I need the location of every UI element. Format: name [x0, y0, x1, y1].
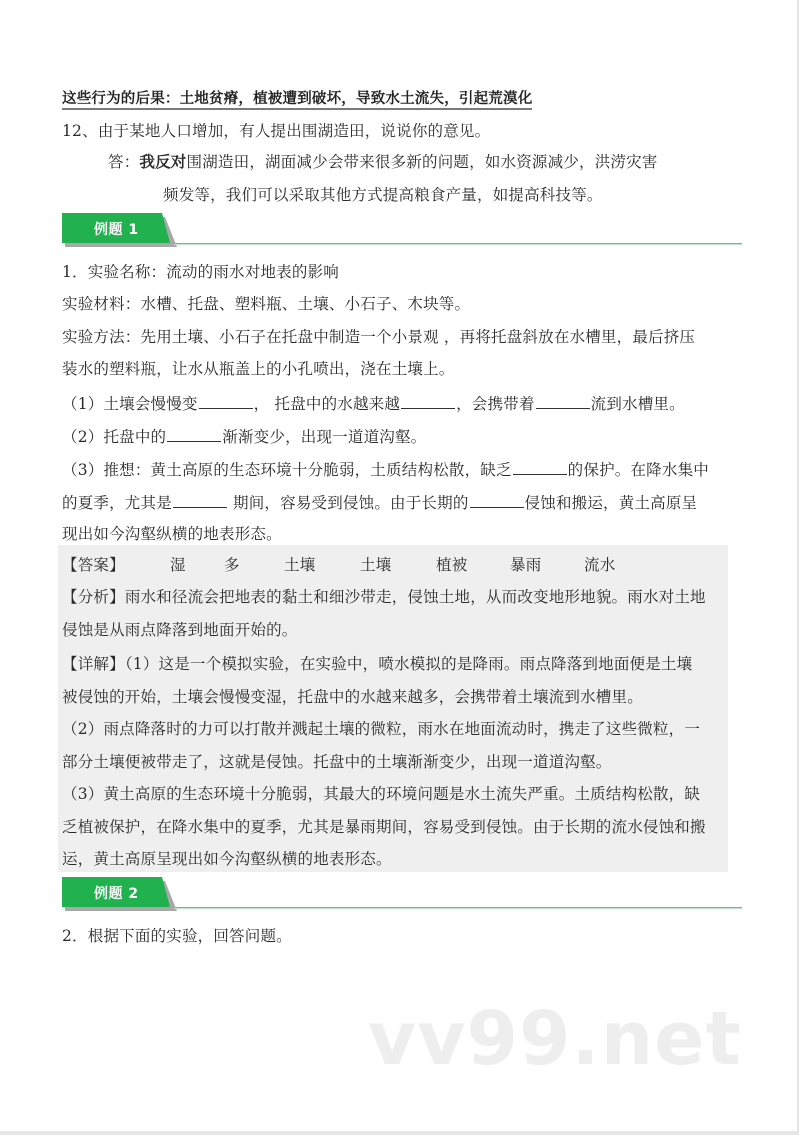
detail-line-7: 运，黄土高原呈现出如今沟壑纵横的地表形态。	[62, 850, 392, 868]
section-label: 例题 1	[94, 222, 139, 238]
answer-word: 湿	[170, 556, 186, 574]
answer-word: 流水	[584, 556, 616, 574]
analysis-text: 雨水和径流会把地表的黏土和细沙带走，侵蚀土地，从而改变地形地貌。雨水对土地	[124, 588, 706, 606]
section-divider	[174, 243, 742, 245]
detail-line-2: 被侵蚀的开始，土壤会慢慢变湿，托盘中的水越来越多，会携带着土壤流到水槽里。	[62, 688, 643, 706]
answer-word: 暴雨	[510, 556, 542, 574]
section-header-example-1	[62, 213, 742, 253]
detail-line-1	[62, 654, 692, 674]
blank-3[interactable]	[536, 393, 590, 409]
q2-text-b: 渐渐变少，出现一道道沟壑。	[222, 428, 427, 446]
detail-text: （1）这是一个模拟实验，在实验中，喷水模拟的是降雨。雨点降落到地面便是土壤	[124, 655, 693, 673]
detail-line-6: 乏植被保护，在降水集中的夏季，尤其是暴雨期间，容易受到侵蚀。由于长期的流水侵蚀和搬	[62, 818, 706, 836]
question-2	[62, 426, 426, 447]
q12-question: 12、由于某地人口增加，有人提出围湖造田，说说你的意见。	[62, 122, 491, 140]
question-3-line-3: 现出如今沟壑纵横的地表形态。	[62, 525, 282, 543]
q2-text-a: （2）托盘中的	[62, 428, 167, 446]
section-label: 例题 2	[94, 886, 139, 902]
detail-line-3: （2）雨点降落时的力可以打散并溅起土壤的微粒，雨水在地面流动时，携走了这些微粒，一	[62, 720, 701, 738]
analysis-line-1	[62, 587, 706, 607]
detail-line-4: 部分土壤便被带走了，这就是侵蚀。托盘中的土壤渐渐变少，出现一道道沟壑。	[62, 753, 612, 771]
analysis-line-2: 侵蚀是从雨点降落到地面开始的。	[62, 621, 298, 639]
answer-prefix: 答：	[108, 153, 140, 171]
blank-2[interactable]	[401, 393, 455, 409]
question-3-line-2	[62, 492, 697, 513]
experiment-method-2: 装水的塑料瓶，让水从瓶盖上的小孔喷出，浇在土壤上。	[62, 360, 455, 378]
consequence-line	[62, 88, 532, 109]
q3-text-a: （3）推想：黄土高原的生态环境十分脆弱，土质结构松散，缺乏	[62, 461, 512, 479]
blank-1[interactable]	[199, 393, 253, 409]
q12-answer-line-1	[108, 152, 658, 172]
blank-4[interactable]	[167, 426, 221, 442]
q1-text-a: （1）土壤会慢慢变	[62, 395, 198, 413]
answer-emphasis: 我反对	[139, 153, 187, 171]
q1-text-d: 流到水槽里。	[590, 395, 685, 413]
answer-row	[62, 555, 615, 575]
question-1	[62, 393, 685, 414]
q12-answer-line-2: 频发等，我们可以采取其他方式提高粮食产量，如提高科技等。	[163, 186, 603, 204]
watermark: vv99.net	[368, 996, 742, 1082]
q1-text-b: ， 托盘中的水越来越	[253, 395, 401, 413]
experiment-method-1: 实验方法：先用土壤、小石子在托盘中制造一个小景观 ，再将托盘斜放在水槽里，最后挤压	[62, 328, 696, 346]
experiment-name: 1．实验名称：流动的雨水对地表的影响	[62, 263, 339, 281]
question-2-prompt: 2．根据下面的实验，回答问题。	[62, 927, 292, 945]
consequence-text: 这些行为的后果：土地贫瘠，植被遭到破坏，导致水土流失，引起荒漠化	[62, 91, 532, 110]
blank-6[interactable]	[173, 492, 227, 508]
section-divider	[174, 907, 742, 909]
detail-line-5: （3）黄土高原的生态环境十分脆弱，其最大的环境问题是水土流失严重。土质结构松散，缺	[62, 785, 701, 803]
question-3-line-1	[62, 459, 709, 480]
blank-5[interactable]	[513, 459, 567, 475]
answer-word: 土壤	[360, 556, 392, 574]
q3-text-e: 侵蚀和搬运，黄土高原呈	[524, 494, 698, 512]
detail-tag: 【详解】	[62, 655, 125, 673]
answer-word: 植被	[436, 556, 468, 574]
analysis-tag: 【分析】	[62, 588, 125, 606]
answer-text: 围湖造田，湖面减少会带来很多新的问题，如水资源减少，洪涝灾害	[186, 153, 658, 171]
answer-tag: 【答案】	[62, 556, 125, 574]
blank-7[interactable]	[470, 492, 524, 508]
q3-text-b: 的保护。在降水集中	[567, 461, 709, 479]
section-header-example-2	[62, 877, 742, 917]
q3-text-c: 的夏季，尤其是	[62, 494, 172, 512]
q3-text-d: 期间，容易受到侵蚀。由于长期的	[227, 494, 469, 512]
experiment-materials: 实验材料：水槽、托盘、塑料瓶、土壤、小石子、木块等。	[62, 295, 471, 313]
q1-text-c: ，会携带着	[456, 395, 535, 413]
answer-word: 土壤	[284, 556, 316, 574]
answer-word: 多	[224, 556, 240, 574]
